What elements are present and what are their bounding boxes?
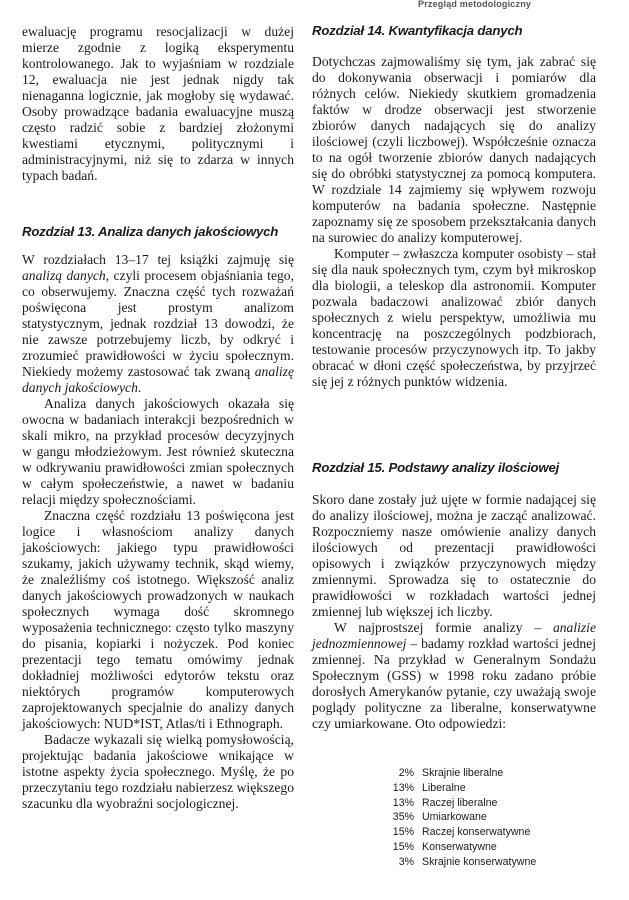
row-label: Konserwatywne: [422, 840, 497, 853]
ch13-paragraph-3: Znaczna część rozdziału 13 poświęcona jest logice i własnościom analizy danych jakościowych: jakiego typu prawidłowości szukamy, jakich używamy technik, skąd wiemy, że znaleźliśmy coś istotnego. Większość analiz danych jakościowych prowadzonych w naukach społecznych wymaga dość skromnego wyposażenia technicznego: często tylko maszyny do pisania, kopiarki i nożyczek. Pod koniec prezentacji tego tematu omówimy jednak dokładniej możliwości edytorów tekstu oraz niektórych programów komputerowych zaprojektowanych specjalnie do analizy danych jakościowych: NUD*IST, Atlas/ti i Ethnograph.: [22, 508, 294, 731]
ch13-paragraph-2: Analiza danych jakościowych okazała się owocna w badaniach interakcji bezpośrednich w skali mikro, na przykład procesów decyzyjnych w gangu młodzieżowym. Jest również skuteczna w odkrywaniu prawidłowości zmian społecznych w całym społeczeństwie, a nawet w badaniu relacji między społecznościami.: [22, 396, 294, 507]
row-label: Liberalne: [422, 781, 466, 794]
ch14-paragraph-1: Dotychczas zajmowaliśmy się tym, jak zabrać się do dokonywania obserwacji i pomiarów dla różnych celów. Niekiedy skutkiem gromadzenia faktów w drodze obserwacji jest stworzenie zbiorów danych nadających się do analizy ilościowej (czyli liczbowej). Współcześnie oznacza to na ogół tworzenie zbiorów danych nadających się do obróbki statystycznej za pomocą komputera. W rozdziale 14 zajmiemy się wpływem rozwoju komputerów na badania społeczne. Następnie zapoznamy się ze sposobem przekształcania danych na surowiec do analizy komputerowej.: [312, 54, 596, 245]
table-row: [380, 840, 580, 855]
table-row: [380, 810, 580, 825]
ch15-paragraph-1: Skoro dane zostały już ujęte w formie nadającej się do analizy ilościowej, można je zacząć analizować. Rozpoczniemy nasze omówienie analizy danych ilościowych od prezentacji prawidłowości opisowych i związków przyczynowych między zmiennymi. Sprowadza się to ostatecznie do prawidłowości w rozkładach wartości jednej zmiennej lub większej ich liczby.: [312, 492, 596, 619]
distribution-table: [380, 766, 580, 870]
intro-section: [22, 24, 294, 184]
row-percent: 13%: [392, 781, 414, 794]
ch13-paragraph-1: W rozdziałach 13–17 tej książki zajmuję się analizą danych, czyli procesem objaśniania tego, co obserwujemy. Znaczna część tych rozważań poświęcona jest prostym analizom statystycznym, jednak rozdział 13 dowodzi, że nie zawsze potrzebujemy liczb, by odkryć i zrozumieć prawidłowości w życiu społecznym. Niekiedy możemy zastosować tak zwaną analizę danych jakościowych.: [22, 252, 294, 395]
row-label: Raczej konserwatywne: [422, 826, 531, 839]
intro-paragraph: ewaluację programu resocjalizacji w dużej mierze zgodnie z logiką eksperymentu kontrolowanego. Jak to wyjaśniam w rozdziale 12, ewaluacja nie jest jednak nigdy tak nienaganna logicznie, jak mogłoby się wydawać. Osoby prowadzące badania ewaluacyjne muszą często radzić sobie z bardziej złożonymi kwestiami etycznymi, politycznymi i administracyjnymi, niż się to zdarza w innych typach badań.: [22, 24, 294, 183]
chapter-15-body: [312, 492, 596, 732]
row-percent: 13%: [392, 796, 414, 809]
row-label: Raczej liberalne: [422, 796, 498, 809]
chapter-14-title: Rozdział 14. Kwantyfikacja danych: [312, 23, 523, 38]
running-header: Przegląd metodologiczny: [418, 0, 532, 9]
row-percent: 2%: [398, 767, 414, 779]
row-label: Skrajnie liberalne: [422, 767, 504, 779]
ch15-paragraph-2: W najprostszej formie analizy – analizie jednozmiennowej – badamy rozkład wartości jednej zmiennej. Na przykład w Generalnym Sondażu Społecznym (GSS) w 1998 roku zadano próbie dorosłych Amerykanów pytanie, czy uważają swoje poglądy polityczne za liberalne, konserwatywne czy umiarkowane. Oto odpowiedzi:: [312, 620, 596, 731]
table-row: [380, 855, 580, 870]
row-label: Umiarkowane: [422, 811, 487, 824]
row-percent: 15%: [392, 826, 414, 839]
term-analiza-jednozmiennowa: analizie jednozmiennowej: [312, 620, 596, 651]
row-percent: 35%: [392, 811, 414, 824]
ch14-paragraph-2: Komputer – zwłaszcza komputer osobisty – stał się dla nauk społecznych tym, czym był mikroskop dla biologii, a teleskop dla astronomii. Komputer pozwala badaczowi analizować zbiór danych społecznych z wielu perspektyw, umożliwia mu koncentrację na poszczególnych podzbiorach, testowanie procesów przyczynowych itp. To jakby obracać w dłoni część społeczeństwa, by przyjrzeć się jej z różnych punktów widzenia.: [312, 246, 596, 389]
row-percent: 15%: [392, 840, 414, 853]
table-row: [380, 796, 580, 811]
chapter-13-title: Rozdział 13. Analiza danych jakościowych: [22, 224, 279, 239]
term-analiza-danych: analizą danych: [22, 268, 106, 283]
term-analiza-jakosciowa: analizę danych jakościowych: [22, 364, 294, 395]
chapter-14-body: [312, 54, 596, 390]
ch13-paragraph-4: Badacze wykazali się wielką pomysłowością, projektując badania jakościowe wnikające w istotne aspekty życia społecznego. Myślę, że po przeczytaniu tego rozdziału nabierzesz większego szacunku dla wyobraźni socjologicznej.: [22, 732, 294, 811]
chapter-15-title: Rozdział 15. Podstawy analizy ilościowej: [312, 460, 560, 475]
table-row: [380, 766, 580, 781]
table-row: [380, 825, 580, 840]
chapter-13-body: [22, 252, 294, 812]
row-percent: 3%: [398, 855, 414, 868]
table-row: [380, 781, 580, 796]
row-label: Skrajnie konserwatywne: [422, 855, 537, 868]
